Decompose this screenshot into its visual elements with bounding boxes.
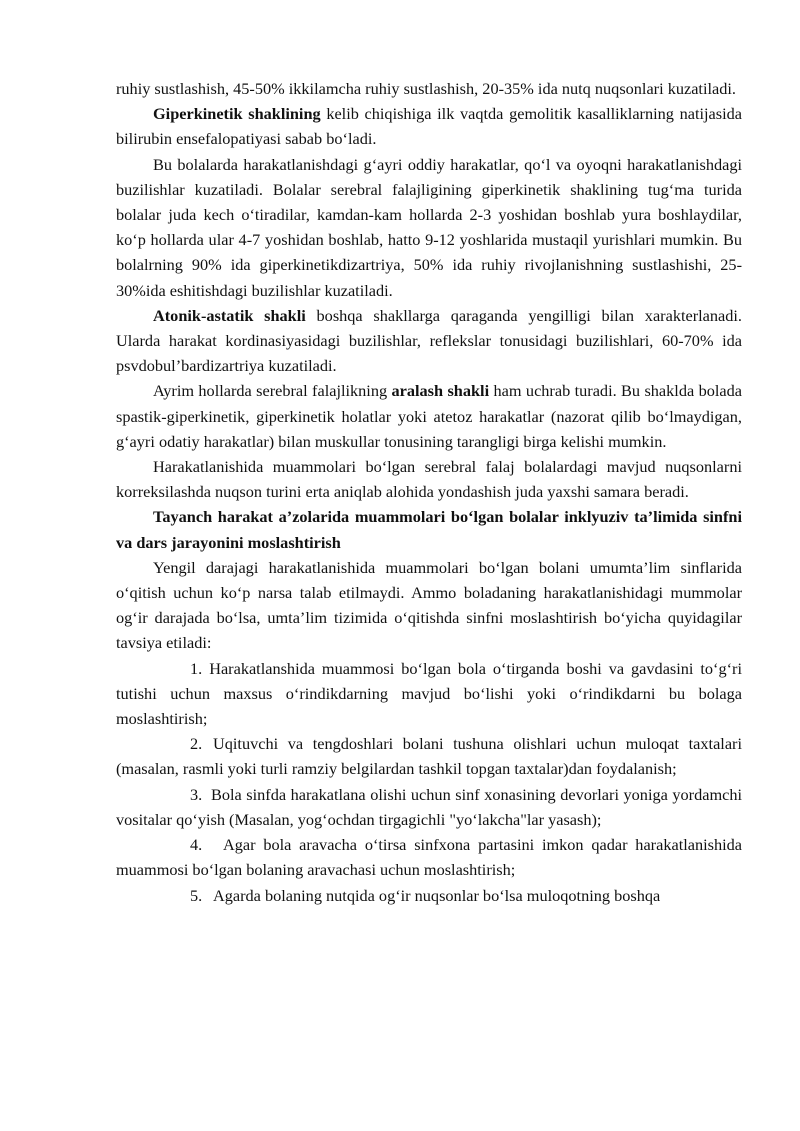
list-item-text: Agar bola aravacha o‘tirsa sinfxona partasini imkon qadar harakatlanishida muammosi bo‘lgan bolaning aravachasi uchun moslashtirish; [116,835,742,880]
paragraph-5 [116,378,742,454]
list-item-number: 5. [190,885,203,905]
list-item [116,782,742,832]
paragraph-1: ruhiy sustlashish, 45-50% ikkilamcha ruhiy sustlashish, 20-35% ida nutq nuqsonlari kuzatiladi. [116,79,736,98]
paragraph-7: Yengil darajagi harakatlanishida muammolari bo‘lgan bolani umumta’lim sinflarida o‘qitish uchun ko‘p narsa talab etilmaydi. Ammo boladaning harakatlanishidagi mummolar og‘ir darajada bo‘lsa, umta’lim tizimida o‘qitishda sinfni moslashtirish bo‘yicha quyidagilar tavsiya etiladi: [116,557,742,653]
list-item [116,832,742,882]
list-item [116,656,742,732]
paragraph-5-before: Ayrim hollarda serebral falajlikning [153,381,392,401]
list-item-number: 3. [190,784,203,804]
list-item-text: Uqituvchi va tengdoshlari bolani tushuna olishlari uchun muloqat taxtalari (masalan, rasmli yoki turli ramziy belgilardan tashkil topgan taxtalar)dan foydalanish; [116,734,742,779]
paragraph-4 [116,303,742,379]
section-heading: Tayanch harakat a’zolarida muammolari bo‘lgan bolalar inklyuziv ta’limida sinfni va dars jarayonini moslashtirish [116,507,742,552]
paragraph-5-after: ham uchrab turadi. Bu shaklda bolada spastik-giperkinetik, giperkinetik holatlar yoki atetoz harakatlar (nazorat qilib bo‘lmaydigan, g‘ayri odatiy harakatlar) bilan muskullar tonusining tarangligi birga kelishi mumkin. [116,381,742,451]
list-item-number: 1. [190,658,203,678]
list-item [116,731,742,781]
paragraph-2-text: kelib chiqishiga ilk vaqtda gemolitik kasalliklarning natijasida bilirubin ensefalopatiyasi sabab bo‘ladi. [116,104,742,149]
term-giperkinetik: Giperkinetik shaklining [153,104,321,124]
paragraph-4-text: boshqa shakllarga qaraganda yengilligi bilan xarakterlanadi. Ularda harakat kordinasiyasidagi buzilishlar, reflekslar tonusidagi buzilishlari, 60-70% ida psvdobul’bardizartriya kuzatiladi. [116,305,742,376]
list-item-text: Harakatlanshida muammosi bo‘lgan bola o‘tirganda boshi va gavdasini to‘g‘ri tutishi uchun maxsus o‘rindikdarning mavjud bo‘lishi yoki o‘rindikdarni bu bolaga moslashtirish; [116,658,742,729]
list-item-number: 2. [190,734,203,754]
term-atonik-astatik: Atonik-astatik shakli [153,305,306,325]
list-item-text: Bola sinfda harakatlana olishi uchun sinf xonasining devorlari yoniga yordamchi vositalar qo‘yish (Masalan, yog‘ochdan tirgagichli "yo‘lakcha"lar yasash); [116,784,742,829]
document-body [116,76,742,908]
list-item-number: 4. [190,835,203,855]
paragraph-3: Bu bolalarda harakatlanishdagi g‘ayri oddiy harakatlar, qo‘l va oyoqni harakatlanishdagi buzilishlar kuzatiladi. Bolalar serebral falajligining giperkinetik shaklining tug‘ma turida bolalar juda kech o‘tiradilar, kamdan-kam hollarda 2-3 yoshidan boshlab yura boshlaydilar, ko‘p hollarda ular 4-7 yoshidan boshlab, hatto 9-12 yoshlarida mustaqil yurishlari mumkin. Bu bolalrning 90% ida giperkinetikdizartriya, 50% ida ruhiy rivojlanishning sustlashishi, 25-30%ida eshitishdagi buzilishlar kuzatiladi. [116,154,742,300]
list-item-text: Agarda bolaning nutqida og‘ir nuqsonlar bo‘lsa muloqotning boshqa [213,885,661,905]
term-aralash: aralash shakli [391,381,490,401]
paragraph-2 [116,101,742,151]
list-item [116,883,742,908]
paragraph-6: Harakatlanishida muammolari bo‘lgan serebral falaj bolalardagi mavjud nuqsonlarni korreksilashda nuqson turini erta aniqlab alohida yondashish juda yaxshi samara beradi. [116,457,742,502]
